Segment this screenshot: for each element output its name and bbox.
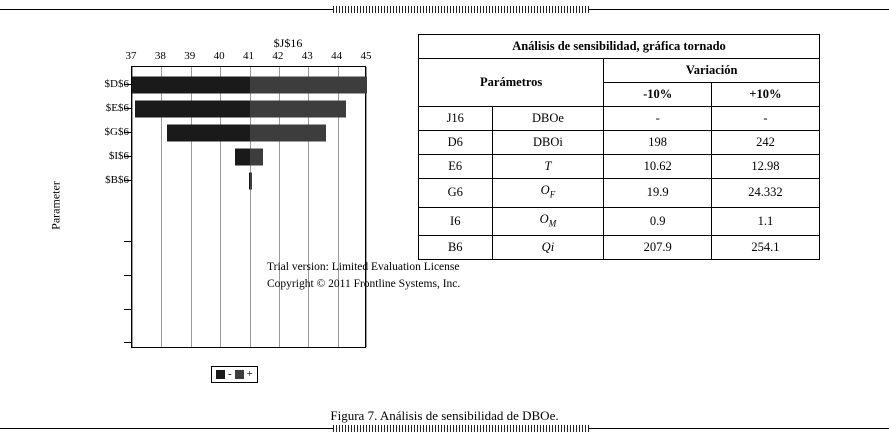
divider-hatch — [333, 425, 589, 432]
x-tick-label: 40 — [213, 50, 225, 62]
table-header-params: Parámetros — [419, 59, 604, 107]
table-row — [419, 107, 820, 131]
cell-parameter: Qi — [492, 236, 604, 260]
top-divider — [0, 6, 889, 13]
bar — [235, 149, 250, 166]
chart-title: $J$16 — [273, 36, 303, 50]
table-header-plus: +10% — [711, 83, 819, 107]
cell-minus10: 19.9 — [604, 179, 712, 208]
cell-plus10: 24.332 — [711, 179, 819, 208]
x-tick-label: 41 — [243, 50, 254, 62]
bar — [250, 101, 347, 118]
trial-watermark — [267, 259, 497, 293]
category-label: $G$6 — [104, 126, 129, 138]
cell-code: E6 — [419, 155, 493, 179]
cell-parameter: DBOe — [492, 107, 604, 131]
bar — [132, 77, 250, 94]
table-row — [419, 179, 820, 208]
cell-code: G6 — [419, 179, 493, 208]
chart-legend — [211, 366, 258, 383]
cell-parameter: $O_F$ — [492, 179, 604, 208]
watermark-line: Trial version: Limited Evaluation License — [267, 261, 460, 273]
legend-swatch-plus — [235, 370, 244, 379]
table-row — [419, 131, 820, 155]
table-group-header-row — [419, 59, 820, 83]
sensitivity-table-container — [418, 34, 820, 260]
cell-plus10: 12.98 — [711, 155, 819, 179]
gridline — [132, 67, 133, 347]
x-tick-label: 38 — [154, 50, 166, 62]
gridline — [366, 67, 367, 347]
tornado-chart — [18, 28, 461, 380]
cell-plus10: 1.1 — [711, 207, 819, 236]
table-title-row — [419, 35, 820, 59]
x-tick-label: 37 — [125, 50, 137, 62]
cell-plus10: 254.1 — [711, 236, 819, 260]
x-tick-label: 43 — [301, 50, 313, 62]
table-header-minus: -10% — [604, 83, 712, 107]
cell-parameter: T — [492, 155, 604, 179]
legend-label-minus: - — [228, 368, 232, 380]
bar — [250, 173, 252, 190]
bar — [135, 101, 250, 118]
bottom-divider — [0, 425, 889, 432]
cell-parameter: $O_M$ — [492, 207, 604, 236]
x-tick-label: 39 — [184, 50, 196, 62]
table-row — [419, 207, 820, 236]
cell-code: B6 — [419, 236, 493, 260]
cell-minus10: - — [604, 107, 712, 131]
x-tick-label: 42 — [272, 50, 284, 62]
divider-hatch — [333, 6, 589, 13]
cell-minus10: 198 — [604, 131, 712, 155]
y-axis-title: Parameter — [48, 181, 63, 230]
cell-minus10: 0.9 — [604, 207, 712, 236]
cell-code: J16 — [419, 107, 493, 131]
category-label: $D$6 — [104, 78, 129, 90]
category-label: $I$6 — [108, 150, 129, 162]
cell-minus10: 207.9 — [604, 236, 712, 260]
bar — [250, 149, 263, 166]
bar — [250, 77, 368, 94]
table-row — [419, 236, 820, 260]
table-row — [419, 155, 820, 179]
table-body — [419, 107, 820, 260]
x-axis-tick-labels — [125, 50, 372, 64]
cell-code: D6 — [419, 131, 493, 155]
category-labels — [78, 66, 130, 348]
cell-parameter: DBOi — [492, 131, 604, 155]
table-header-variation: Variación — [604, 59, 820, 83]
legend-swatch-minus — [216, 370, 225, 379]
cell-plus10: 242 — [711, 131, 819, 155]
cell-plus10: - — [711, 107, 819, 131]
table-title: Análisis de sensibilidad, gráfica tornado — [419, 35, 820, 59]
sensitivity-table — [418, 34, 820, 260]
bar — [250, 125, 326, 142]
category-label: $B$6 — [105, 174, 129, 186]
bar — [167, 125, 249, 142]
category-label: $E$6 — [105, 102, 129, 114]
figure-container — [0, 20, 889, 423]
watermark-line: Copyright © 2011 Frontline Systems, Inc. — [267, 278, 461, 290]
x-tick-label: 45 — [360, 50, 372, 62]
cell-code: I6 — [419, 207, 493, 236]
figure-caption: Figura 7. Análisis de sensibilidad de DBOe. — [330, 408, 559, 423]
cell-minus10: 10.62 — [604, 155, 712, 179]
x-tick-label: 44 — [331, 50, 343, 62]
legend-label-plus: + — [246, 368, 253, 380]
